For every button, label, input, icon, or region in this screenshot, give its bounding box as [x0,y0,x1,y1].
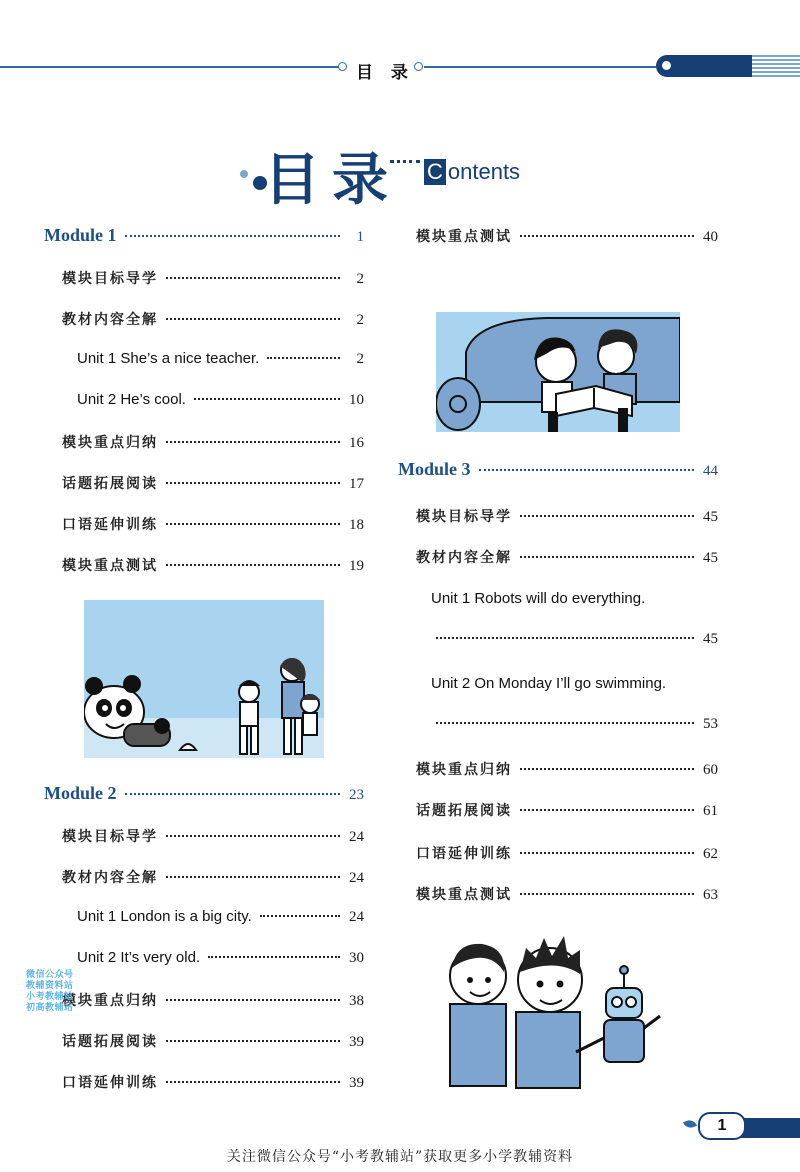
toc-module-2[interactable] [44,783,364,807]
toc-page: 24 [349,829,364,845]
toc-label: 口语延伸训练 [62,1075,158,1091]
toc-entry[interactable] [62,990,364,1014]
toc-leader [520,235,694,237]
toc-page: 38 [349,993,364,1009]
toc-leader [166,1081,340,1083]
illustration-reading-sofa [436,312,680,432]
header-rule-right [424,66,656,68]
toc-label: Module 1 [44,225,117,245]
toc-entry[interactable] [62,432,364,456]
toc-entry[interactable] [62,555,364,579]
toc-page: 40 [703,229,718,245]
toc-leader [125,793,340,795]
header-title: 目 录 [356,63,414,83]
toc-leader [520,809,694,811]
toc-label: Module 3 [398,459,471,479]
header-stripes [752,55,800,77]
toc-page: 18 [349,517,364,533]
toc-entry[interactable] [416,884,718,908]
illustration-panda-family [84,600,324,758]
toc-unit-title[interactable]: Unit 1 Robots will do everything. [431,590,646,607]
toc-label: Module 2 [44,783,117,803]
footer-note: 关注微信公众号“小考教辅站”获取更多小学教辅资料 [226,1149,574,1165]
toc-label: Unit 1 London is a big city. [77,908,252,925]
toc-page: 45 [703,509,718,525]
big-title-char-2: 录 [332,148,388,213]
contents-rest: ontents [447,159,521,184]
toc-module-3[interactable] [398,459,718,483]
toc-entry[interactable] [62,473,364,497]
toc-label: 模块重点测试 [416,229,512,245]
toc-leader [166,277,340,279]
toc-label: 模块重点归纳 [62,435,158,451]
toc-unit[interactable] [77,908,364,932]
toc-module-1[interactable] [44,225,364,249]
title-dot-small [240,170,248,178]
toc-leader [166,482,340,484]
toc-label: 话题拓展阅读 [416,803,512,819]
toc-leader [166,564,340,566]
toc-entry[interactable] [62,309,364,333]
toc-label: 口语延伸训练 [62,517,158,533]
title-dotted-leader [390,160,420,163]
toc-leader [166,876,340,878]
toc-leader [125,235,340,237]
toc-entry[interactable] [62,1072,364,1096]
toc-page: 1 [356,229,364,245]
toc-leader [479,469,694,471]
reading-sofa-drawing [436,312,680,432]
toc-page: 10 [349,392,364,408]
toc-leader [166,441,340,443]
toc-page: 24 [349,909,364,925]
toc-leader [520,893,694,895]
toc-label: 模块目标导学 [416,509,512,525]
toc-page: 53 [703,716,718,732]
toc-label: 教材内容全解 [62,870,158,886]
big-title-char-1: 目 [264,148,320,213]
illustration-boys-robot [436,928,668,1092]
toc-label: 教材内容全解 [416,550,512,566]
toc-label: 话题拓展阅读 [62,1034,158,1050]
toc-entry[interactable] [62,268,364,292]
header-tab-dot [662,61,671,70]
toc-entry[interactable] [416,759,718,783]
toc-leader [208,956,340,958]
toc-leader [260,915,340,917]
toc-leader [166,1040,340,1042]
toc-entry[interactable] [416,226,718,250]
toc-entry[interactable] [62,826,364,850]
toc-leader [520,852,694,854]
toc-page: 16 [349,435,364,451]
watermark-line: 初高教辅站 [26,1003,74,1013]
toc-unit[interactable] [77,391,364,415]
toc-leader [166,318,340,320]
watermark-line: 微信公众号 [26,970,74,980]
toc-unit-continuation[interactable] [436,716,718,740]
contents-initial: C [424,159,446,185]
toc-label: Unit 1 She’s a nice teacher. [77,350,260,367]
toc-page: 62 [703,846,718,862]
toc-page: 24 [349,870,364,886]
toc-page: 39 [349,1034,364,1050]
toc-leader [520,556,694,558]
toc-entry[interactable] [62,1031,364,1055]
watermark-line: 小考教辅站 [26,992,74,1002]
toc-leader [166,999,340,1001]
toc-label: Unit 2 It’s very old. [77,949,201,966]
toc-page: 17 [349,476,364,492]
toc-page: 45 [703,631,718,647]
panda-family-drawing [84,600,324,758]
page-number: 1 [698,1112,746,1140]
toc-leader [436,722,694,724]
toc-label: 模块重点测试 [62,558,158,574]
toc-leader [520,768,694,770]
toc-page: 2 [356,271,364,287]
contents-word [424,159,520,185]
toc-unit[interactable] [77,350,364,374]
toc-page: 39 [349,1075,364,1091]
toc-label: 教材内容全解 [62,312,158,328]
toc-entry[interactable] [416,843,718,867]
toc-leader [166,523,340,525]
toc-unit[interactable] [77,949,364,973]
toc-label: Unit 2 He’s cool. [77,391,186,408]
toc-label: 模块目标导学 [62,829,158,845]
header-rule-dot-right [414,62,423,71]
toc-entry[interactable] [416,800,718,824]
toc-page: 63 [703,887,718,903]
toc-entry[interactable] [416,547,718,571]
toc-leader [267,357,340,359]
toc-page: 44 [703,463,718,479]
toc-label: 模块重点测试 [416,887,512,903]
watermark-line: 教辅资料站 [26,981,74,991]
toc-label: 话题拓展阅读 [62,476,158,492]
toc-unit-title[interactable]: Unit 2 On Monday I’ll go swimming. [431,675,667,692]
toc-label: 模块重点归纳 [62,993,158,1009]
watermark-stamp [26,970,74,1014]
leaf-icon [683,1118,697,1130]
toc-label: 口语延伸训练 [416,846,512,862]
header-rule-left [0,66,340,68]
toc-label: 模块目标导学 [62,271,158,287]
toc-page: 19 [349,558,364,574]
toc-page: 23 [349,787,364,803]
toc-entry[interactable] [62,514,364,538]
toc-leader [520,515,694,517]
toc-leader [166,835,340,837]
toc-page: 2 [356,351,364,367]
boys-robot-drawing [436,928,668,1092]
toc-unit-continuation[interactable] [436,631,718,655]
toc-leader [436,637,694,639]
toc-page: 61 [703,803,718,819]
toc-entry[interactable] [62,867,364,891]
toc-entry[interactable] [416,506,718,530]
header-rule-dot-left [338,62,347,71]
toc-page: 60 [703,762,718,778]
toc-label: 模块重点归纳 [416,762,512,778]
toc-page: 45 [703,550,718,566]
toc-page: 2 [356,312,364,328]
toc-page: 30 [349,950,364,966]
toc-leader [194,398,340,400]
